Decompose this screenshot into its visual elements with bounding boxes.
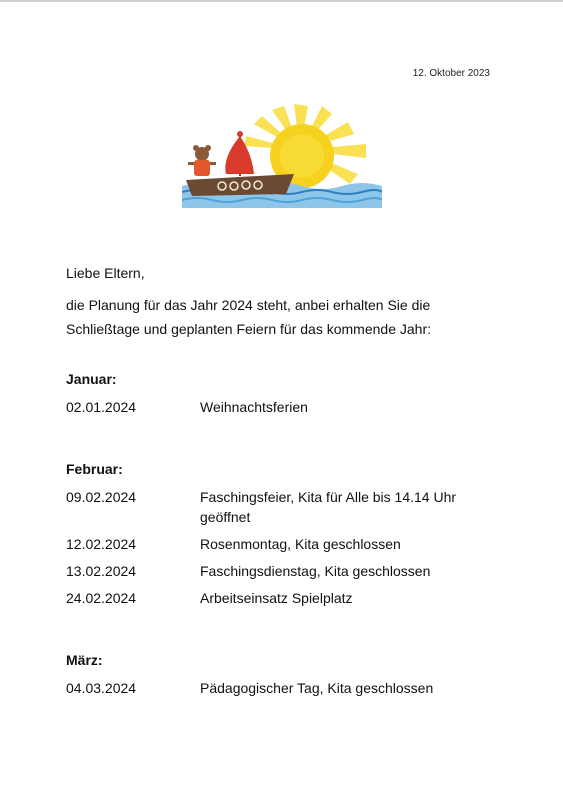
salutation: Liebe Eltern, <box>66 265 145 281</box>
month-heading: Februar: <box>66 461 123 477</box>
schedule-row <box>66 678 506 698</box>
entry-description: Arbeitseinsatz Spielplatz <box>200 590 353 606</box>
entry-date: 13.02.2024 <box>66 563 137 579</box>
schedule-row <box>66 487 506 527</box>
month-section-maerz <box>66 651 506 698</box>
sun-boat-logo-illustration <box>182 104 382 208</box>
intro-paragraph: die Planung für das Jahr 2024 steht, anbei erhalten Sie die Schließtage und geplanten Feiern für das kommende Jahr: <box>66 297 431 337</box>
month-section-januar <box>66 370 506 417</box>
entry-date: 12.02.2024 <box>66 536 137 552</box>
entry-description: Weihnachtsferien <box>200 399 308 415</box>
schedule-row <box>66 397 506 417</box>
schedule-row <box>66 588 506 608</box>
entry-description: Rosenmontag, Kita geschlossen <box>200 536 401 552</box>
month-heading: März: <box>66 652 103 668</box>
page-top-border <box>0 0 563 2</box>
entry-date: 02.01.2024 <box>66 399 137 415</box>
entry-date: 24.02.2024 <box>66 590 137 606</box>
entry-description: Faschingsdienstag, Kita geschlossen <box>200 563 431 579</box>
entry-description: Faschingsfeier, Kita für Alle bis 14.14 Uhr geöffnet <box>200 489 457 525</box>
entry-description: Pädagogischer Tag, Kita geschlossen <box>200 680 434 696</box>
month-section-februar <box>66 460 506 608</box>
month-heading: Januar: <box>66 371 117 387</box>
entry-date: 04.03.2024 <box>66 680 137 696</box>
schedule-row <box>66 561 506 581</box>
letter-date: 12. Oktober 2023 <box>412 68 490 79</box>
entry-date: 09.02.2024 <box>66 489 137 505</box>
schedule-row <box>66 534 506 554</box>
schedule-sections <box>66 370 506 705</box>
